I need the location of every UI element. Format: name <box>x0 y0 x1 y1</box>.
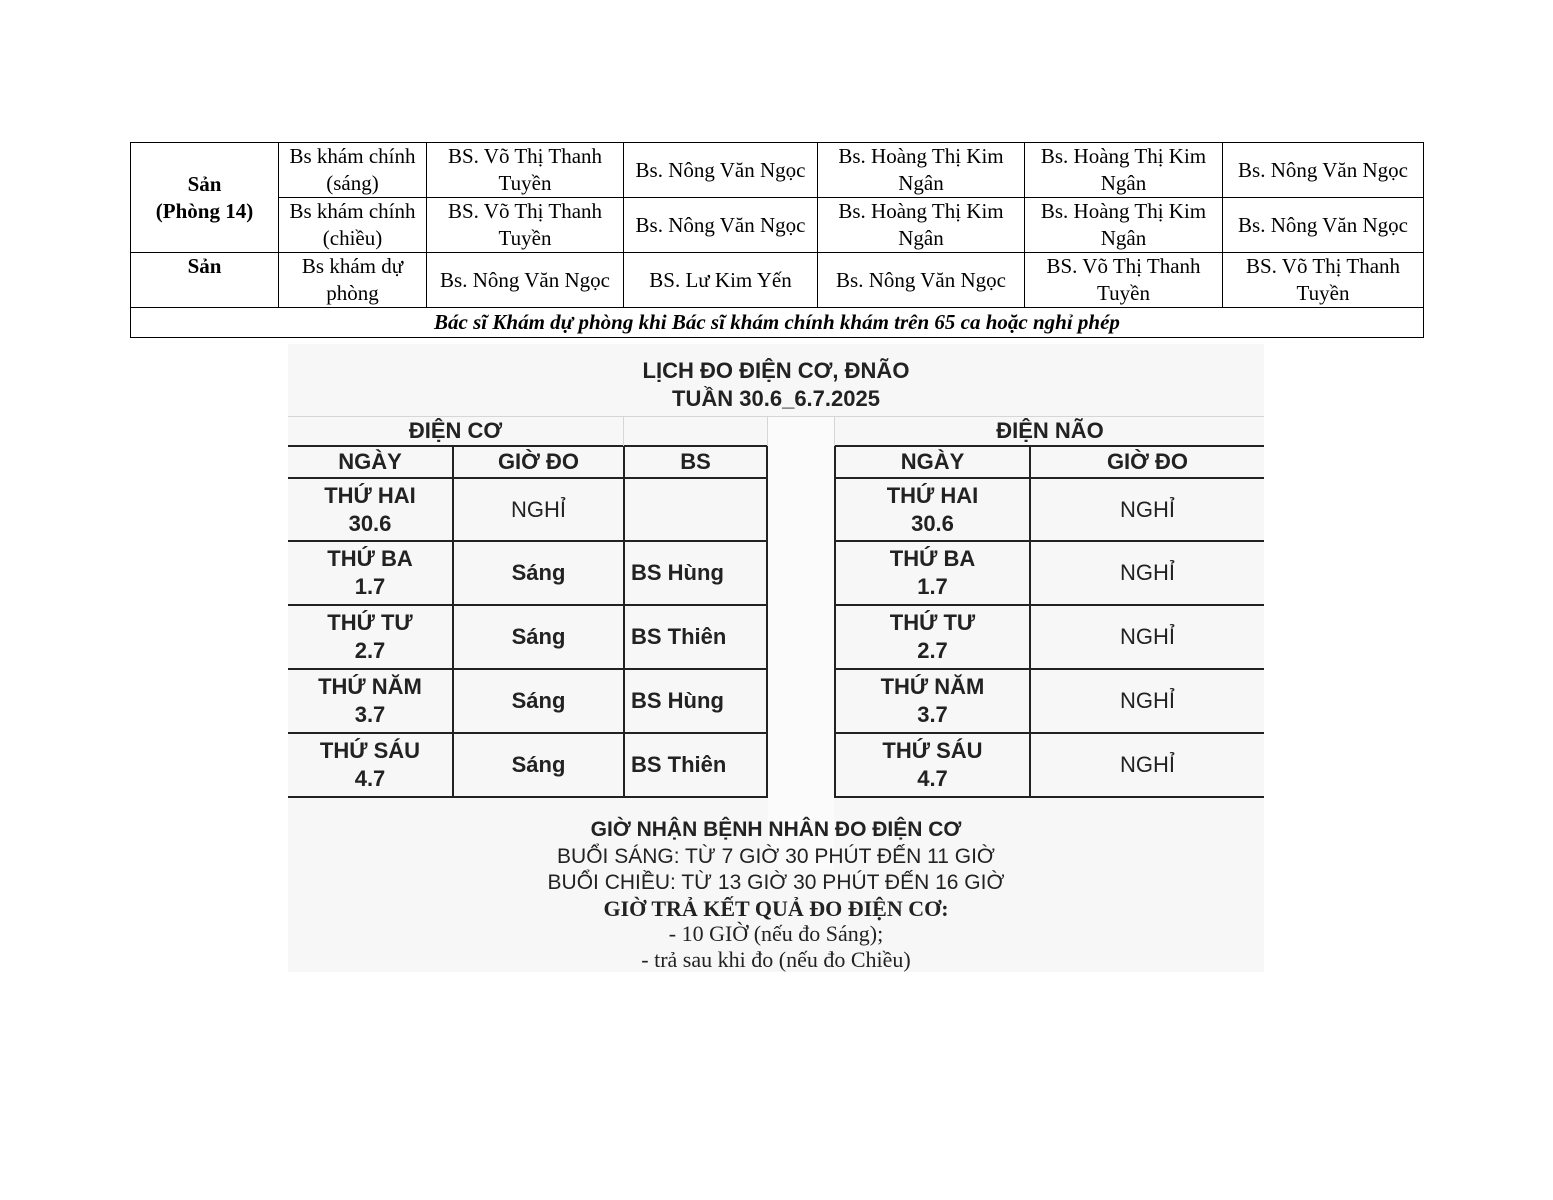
emg-header-time: GIỜ ĐO <box>497 449 580 474</box>
day-label: THỨ SÁU <box>319 738 421 763</box>
date-label: 3.7 <box>917 702 948 727</box>
measurement-grid <box>288 416 1264 870</box>
date-label: 2.7 <box>917 638 948 663</box>
emg-day-cell <box>288 542 452 604</box>
eeg-day-cell <box>836 606 1029 668</box>
day-label: THỨ NĂM <box>318 674 422 699</box>
emg-header-doctor: BS <box>680 449 711 474</box>
day-label: THỨ SÁU <box>882 738 983 763</box>
intake-title: GIỜ NHẬN BỆNH NHÂN ĐO ĐIỆN CƠ <box>590 818 962 841</box>
eeg-day-cell <box>836 734 1029 796</box>
date-label: 30.6 <box>348 510 392 536</box>
grid-line <box>288 796 768 798</box>
schedule-note: Bác sĩ Khám dự phòng khi Bác sĩ khám chính khám trên 65 ca hoặc nghỉ phép <box>131 308 1424 338</box>
role-cell: Bs khám dự phòng <box>279 253 427 308</box>
day-label: THỨ HAI <box>324 482 416 508</box>
emg-day-cell <box>288 479 452 540</box>
doctor-cell: BS. Võ Thị Thanh Tuyền <box>427 143 624 198</box>
eeg-header-time: GIỜ ĐO <box>1106 449 1189 474</box>
doctor-cell: BS. Võ Thị Thanh Tuyền <box>1223 253 1424 308</box>
doctor-cell: BS. Lư Kim Yến <box>624 253 818 308</box>
date-label: 4.7 <box>917 766 948 791</box>
doctor-cell: Bs. Nông Văn Ngọc <box>818 253 1025 308</box>
date-label: 3.7 <box>354 702 386 727</box>
emg-time-cell: NGHỈ <box>511 496 566 522</box>
day-label: THỨ HAI <box>886 482 979 508</box>
doctor-cell: Bs. Nông Văn Ngọc <box>624 143 818 198</box>
eeg-day-cell <box>836 670 1029 732</box>
grid-line <box>834 796 1264 798</box>
eeg-time-cell: NGHỈ <box>1120 752 1175 777</box>
result-morning: - 10 GIỜ (nếu đo Sáng); <box>668 921 884 946</box>
column-gap <box>768 416 834 870</box>
day-label: THỨ BA <box>327 546 413 571</box>
intake-morning: BUỔI SÁNG: TỪ 7 GIỜ 30 PHÚT ĐẾN 11 GIỜ <box>557 845 995 868</box>
eeg-section-title: ĐIỆN NÃO <box>996 418 1104 443</box>
emg-doctor-cell: BS Thiên <box>631 752 727 777</box>
role-cell: Bs khám chính (sáng) <box>279 143 427 198</box>
doctor-cell: Bs. Hoàng Thị Kim Ngân <box>818 143 1025 198</box>
doctor-cell: BS. Võ Thị Thanh Tuyền <box>427 198 624 253</box>
table-row <box>131 143 1424 198</box>
eeg-day-cell <box>836 542 1029 604</box>
eeg-time-cell: NGHỈ <box>1120 496 1175 522</box>
day-label: THỨ NĂM <box>880 674 985 699</box>
note-row <box>131 308 1424 338</box>
eeg-header-day: NGÀY <box>900 449 965 474</box>
grid-line <box>766 446 768 798</box>
emg-day-cell <box>288 606 452 668</box>
eeg-time-cell: NGHỈ <box>1120 688 1175 713</box>
grid-line <box>767 416 768 446</box>
day-label: THỨ TƯ <box>327 610 413 635</box>
emg-section-title: ĐIỆN CƠ <box>408 418 503 443</box>
emg-time-cell: Sáng <box>511 624 566 649</box>
table-row <box>131 198 1424 253</box>
emg-eeg-schedule-image <box>288 344 1264 972</box>
eeg-day-cell <box>836 479 1029 540</box>
doctor-cell: Bs. Hoàng Thị Kim Ngân <box>1025 143 1223 198</box>
emg-time-cell: Sáng <box>511 752 566 777</box>
doctor-cell: Bs. Nông Văn Ngọc <box>427 253 624 308</box>
doctor-cell: Bs. Nông Văn Ngọc <box>1223 143 1424 198</box>
doctor-schedule-table <box>130 142 1424 338</box>
emg-doctor-cell: BS Hùng <box>631 560 724 585</box>
emg-time-cell: Sáng <box>511 688 566 713</box>
date-label: 2.7 <box>354 638 386 663</box>
dept-cell: Sản (Phòng 14) <box>131 143 279 253</box>
schedule-week: TUẦN 30.6_6.7.2025 <box>672 386 880 411</box>
doctor-cell: Bs. Nông Văn Ngọc <box>624 198 818 253</box>
doctor-cell: Bs. Nông Văn Ngọc <box>1223 198 1424 253</box>
date-label: 1.7 <box>354 574 386 599</box>
day-label: THỨ TƯ <box>889 610 976 635</box>
day-label: THỨ BA <box>889 546 976 571</box>
date-label: 1.7 <box>917 574 948 599</box>
grid-line <box>623 416 624 446</box>
intake-afternoon: BUỔI CHIỀU: TỪ 13 GIỜ 30 PHÚT ĐẾN 16 GIỜ <box>547 871 1005 894</box>
result-title: GIỜ TRẢ KẾT QUẢ ĐO ĐIỆN CƠ: <box>603 896 949 921</box>
eeg-time-cell: NGHỈ <box>1120 624 1175 649</box>
emg-header-day: NGÀY <box>338 449 402 474</box>
dept-cell: Sản <box>131 253 279 308</box>
emg-day-cell <box>288 734 452 796</box>
eeg-time-cell: NGHỈ <box>1120 560 1175 585</box>
doctor-cell: Bs. Hoàng Thị Kim Ngân <box>818 198 1025 253</box>
result-afternoon: - trả sau khi đo (nếu đo Chiều) <box>641 947 911 972</box>
emg-doctor-cell: BS Thiên <box>631 624 727 649</box>
emg-doctor-cell: BS Hùng <box>631 688 724 713</box>
grid-line <box>834 416 835 446</box>
emg-day-cell <box>288 670 452 732</box>
role-cell: Bs khám chính (chiều) <box>279 198 427 253</box>
doctor-cell: BS. Võ Thị Thanh Tuyền <box>1025 253 1223 308</box>
schedule-title: LỊCH ĐO ĐIỆN CƠ, ĐNÃO <box>642 358 910 383</box>
emg-time-cell: Sáng <box>511 560 566 585</box>
date-label: 4.7 <box>354 766 386 791</box>
date-label: 30.6 <box>911 510 954 536</box>
doctor-cell: Bs. Hoàng Thị Kim Ngân <box>1025 198 1223 253</box>
emg-doctor-cell <box>625 479 766 540</box>
table-row <box>131 253 1424 308</box>
